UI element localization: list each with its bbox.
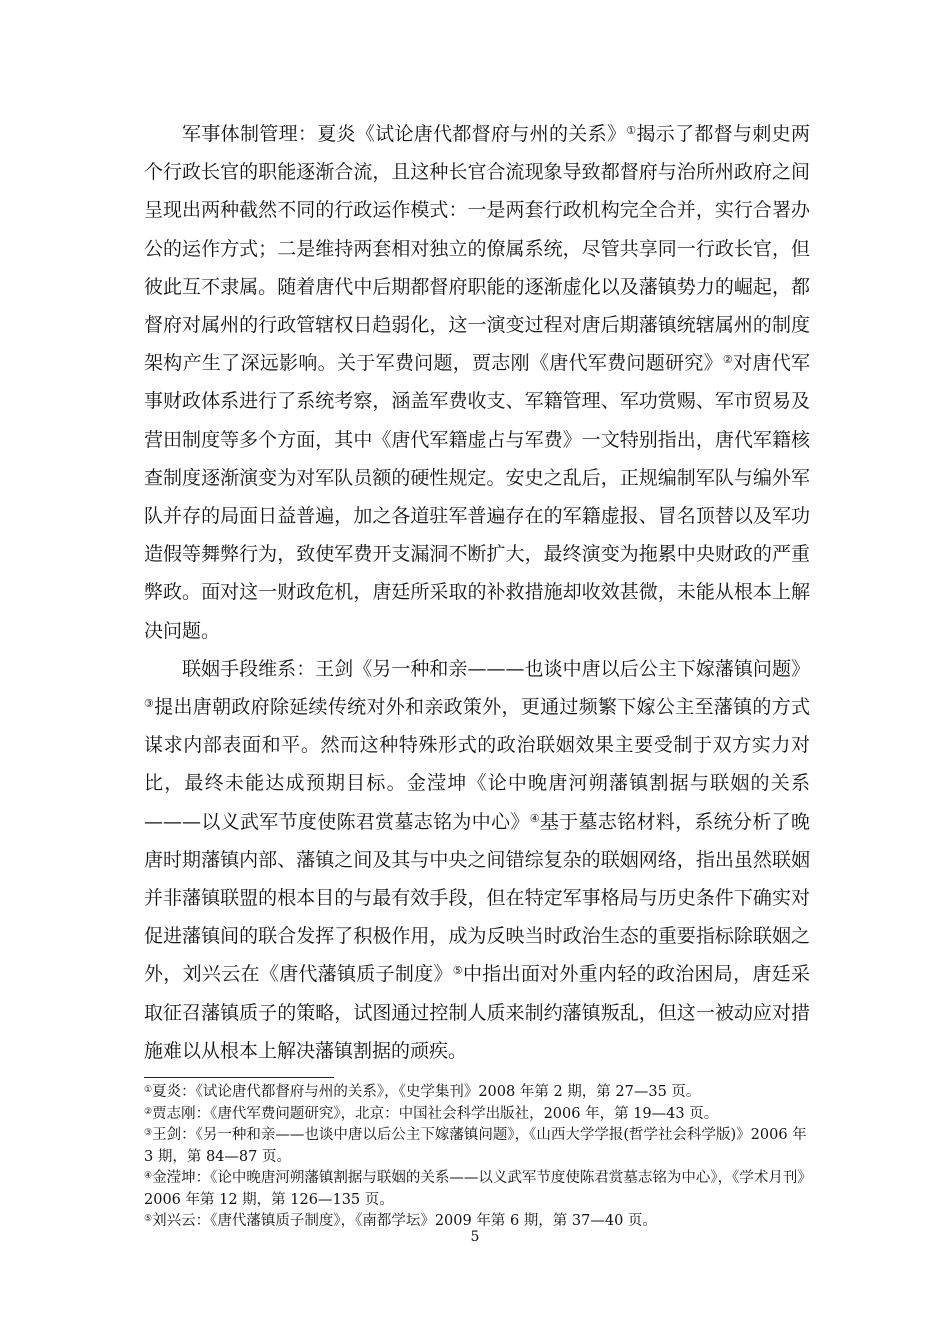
footnote-marker: ④ (144, 1171, 153, 1181)
footnote-ref-1[interactable]: ① (626, 124, 637, 137)
paragraph-text: 军事体制管理：夏炎《试论唐代都督府与州的关系》 (182, 123, 627, 145)
footnote-marker: ③ (144, 1128, 153, 1138)
footnote-separator (144, 1077, 334, 1078)
paragraph-marriage-alliance (144, 650, 810, 1070)
footnote-marker: ⑤ (144, 1214, 153, 1224)
footnote-text: 刘兴云：《唐代藩镇质子制度》，《南都学坛》2009 年第 6 期，第 37—40 页。 (152, 1213, 657, 1229)
footnotes (144, 1082, 814, 1233)
paragraph-military-system (144, 115, 810, 650)
footnote-marker: ① (144, 1085, 153, 1095)
footnote-2 (144, 1104, 814, 1126)
footnote-text: 夏炎：《试论唐代都督府与州的关系》，《史学集刊》2008 年第 2 期，第 27—35 页。 (152, 1084, 701, 1100)
footnote-marker: ② (144, 1106, 153, 1117)
paragraph-text: 揭示了都督与刺史两个行政长官的职能逐渐合流，且这种长官合流现象导致都督府与治所州政府之间呈现出两种截然不同的行政运作模式：一是两套行政机构完全合并，实行合署办公的运作方式；二是维持两套相对独立的僚属系统，尽管共享同一行政长官，但彼此互不隶属。随着唐代中后期都督府职能的逐渐虚化以及藩镇势力的崛起，都督府对属州的行政管辖权日趋弱化，这一演变过程对唐后期藩镇统辖属州的制度架构产生了深远影响。关于军费问题，贾志刚《唐代军费问题研究》 (144, 123, 810, 375)
paragraph-text: 提出唐朝政府除延续传统对外和亲政策外，更通过频繁下嫁公主至藩镇的方式谋求内部表面和平。然而这种特殊形式的政治联姻效果主要受制于双方实力对比，最终未能达成预期目标。金滢坤《论中晚唐河朔藩镇割据与联姻的关系———以义武军节度使陈君赏墓志铭为中心》 (144, 696, 810, 833)
footnote-text: 王剑：《另一种和亲——也谈中唐以后公主下嫁藩镇问题》，《山西大学学报(哲学社会科学版)》2006 年 3 期，第 84—87 页。 (144, 1127, 807, 1165)
page-number: 5 (470, 1229, 480, 1245)
paragraph-text: 联姻手段维系：王剑《另一种和亲———也谈中唐以后公主下嫁藩镇问题》 (182, 657, 810, 680)
footnote-text: 贾志刚：《唐代军费问题研究》，北京：中国社会科学出版社，2006 年，第 19—43 页。 (152, 1105, 719, 1122)
footnote-ref-5[interactable]: ⑤ (452, 964, 463, 978)
paragraph-text: 对唐代军事财政体系进行了系统考察，涵盖军费收支、军籍管理、军功赏赐、军市贸易及营田制度等多个方面，其中《唐代军籍虚占与军费》一文特别指出，唐代军籍核查制度逐渐演变为对军队员额的硬性规定。安史之乱后，正规编制军队与编外军队并存的局面日益普遍，加之各道驻军普遍存在的军籍虚报、冒名顶替以及军功造假等舞弊行为，致使军费开支漏洞不断扩大，最终演变为拖累中央财政的严重弊政。面对这一财政危机，唐廷所采取的补救措施却收效甚微，未能从根本上解决问题。 (144, 352, 810, 642)
footnote-ref-3[interactable]: ③ (144, 697, 155, 711)
footnote-ref-2[interactable]: ② (722, 353, 734, 367)
body-text (144, 115, 810, 1070)
footnote-3 (144, 1125, 814, 1168)
footnote-text: 金滢坤：《论中晚唐河朔藩镇割据与联姻的关系——以义武军节度使陈君赏墓志铭为中心》，《学术月刊》2006 年第 12 期，第 126—135 页。 (144, 1170, 812, 1208)
footnote-1 (144, 1082, 814, 1104)
footnote-ref-4[interactable]: ④ (529, 811, 540, 825)
paragraph-text: 中指出面对外重内轻的政治困局，唐廷采取征召藩镇质子的策略，试图通过控制人质来制约藩镇叛乱，但这一被动应对措施难以从根本上解决藩镇割据的顽疾。 (144, 963, 810, 1062)
paragraph-text: 基于墓志铭材料，系统分析了晚唐时期藩镇内部、藩镇之间及其与中央之间错综复杂的联姻网络，指出虽然联姻并非藩镇联盟的根本目的与最有效手段，但在特定军事格局与历史条件下确实对促进藩镇间的联合发挥了积极作用，成为反映当时政治生态的重要指标除联姻之外，刘兴云在《唐代藩镇质子制度》 (144, 810, 810, 986)
footnote-4 (144, 1168, 814, 1211)
